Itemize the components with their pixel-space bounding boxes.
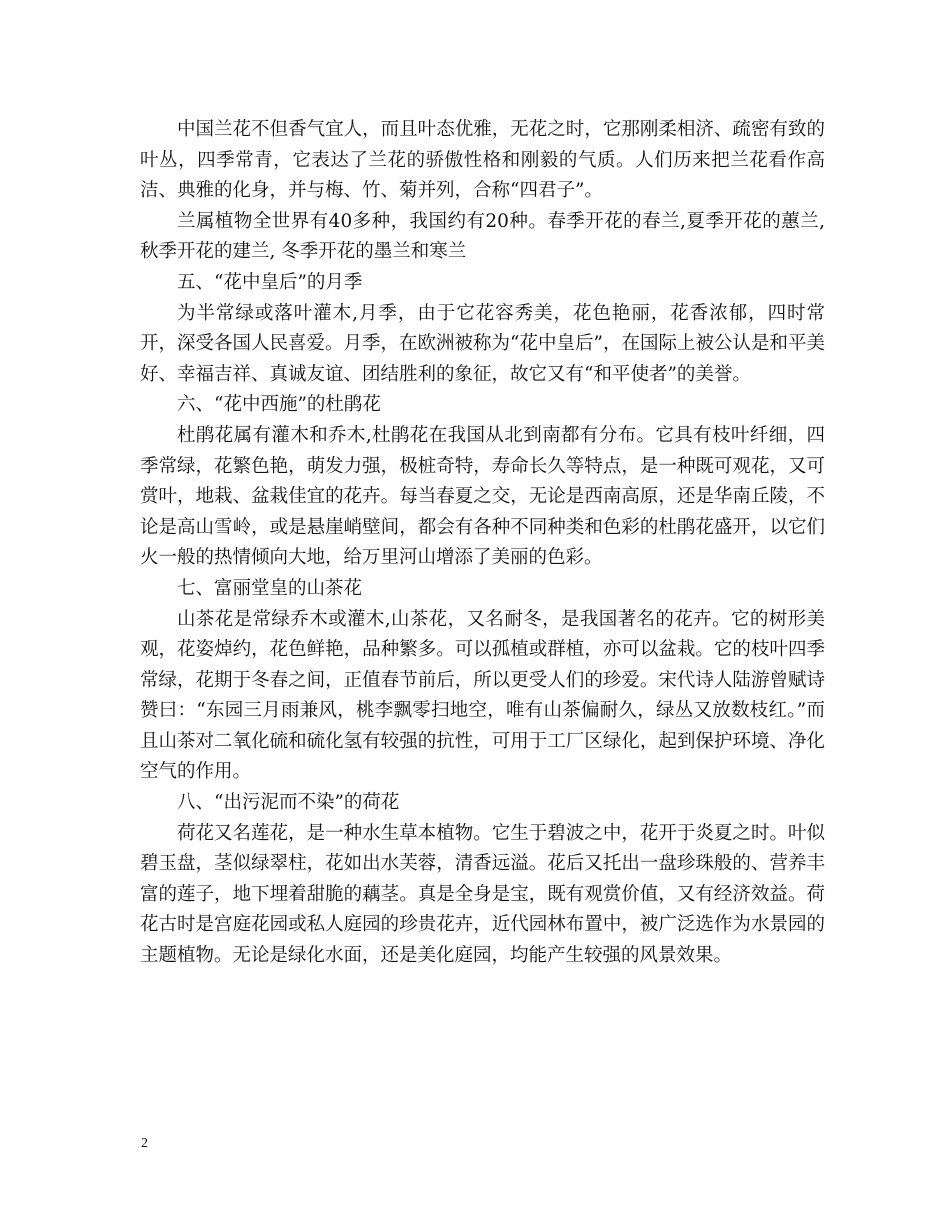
section-heading-lotus: 八、“出污泥而不染”的荷花 [177,792,400,814]
paragraph-azalea: 杜鹃花属有灌木和乔木,杜鹃花在我国从北到南都有分布。它具有枝叶纤细，四季常绿，花繁色艳，萌发力强，极桩奇特，寿命长久等特点，是一种既可观花，又可赏叶，地栽、盆栽佳宜的花卉。每当春夏之交，无论是西南高原，还是华南丘陵，不论是高山雪岭，或是悬崖峭壁间，都会有各种不同种类和色彩的杜鹃花盛开，以它们火一般的热情倾向大地，给万里河山增添了美丽的色彩。 [140,424,825,569]
paragraph-orchid-description: 中国兰花不但香气宜人，而且叶态优雅，无花之时，它那刚柔相济、疏密有致的叶丛，四季常青，它表达了兰花的骄傲性格和刚毅的气质。人们历来把兰花看作高洁、典雅的化身，并与梅、竹、菊并列，合称“四君子”。 [140,119,825,202]
section-heading-rose: 五、“花中皇后”的月季 [177,271,363,293]
paragraph-camellia: 山茶花是常绿乔木或灌木,山茶花，又名耐冬，是我国著名的花卉。它的树形美观，花姿焯约，花色鲜艳，品种繁多。可以孤植或群植，亦可以盆栽。它的枝叶四季常绿，花期于冬春之间，正值春节前后，所以更受人们的珍爱。宋代诗人陆游曾赋诗赞曰：“东园三月雨兼风，桃李飘零扫地空，唯有山茶偏耐久，绿丛又放数枝红。”而且山茶对二氧化硫和硫化氢有较强的抗性，可用于工厂区绿化，起到保护环境、净化空气的作用。 [140,608,825,783]
paragraph-orchid-species: 兰属植物全世界有40多种，我国约有20种。春季开花的春兰,夏季开花的蕙兰,秋季开花的建兰, 冬季开花的墨兰和寒兰 [140,210,825,263]
paragraph-lotus: 荷花又名莲花，是一种水生草本植物。它生于碧波之中，花开于炎夏之时。叶似碧玉盘，茎似绿翠柱，花如出水芙蓉，清香远溢。花后又托出一盘珍珠般的、营养丰富的莲子，地下埋着甜脆的藕茎。真是全身是宝，既有观赏价值，又有经济效益。荷花古时是宫庭花园或私人庭园的珍贵花卉，近代园林布置中，被广泛选作为水景园的主题植物。无论是绿化水面，还是美化庭园，均能产生较强的风景效果。 [140,822,825,967]
document-body [140,115,825,972]
page-number: 2 [141,1136,148,1151]
section-heading-camellia: 七、富丽堂皇的山茶花 [177,577,363,599]
section-heading-azalea: 六、“花中西施”的杜鹃花 [177,394,381,416]
paragraph-rose: 为半常绿或落叶灌木,月季，由于它花容秀美，花色艳丽，花香浓郁，四时常开，深受各国人民喜爱。月季，在欧洲被称为“花中皇后”，在国际上被公认是和平美好、幸福吉祥、真诚友谊、团结胜利的象征，故它又有“和平使者”的美誉。 [140,302,825,385]
